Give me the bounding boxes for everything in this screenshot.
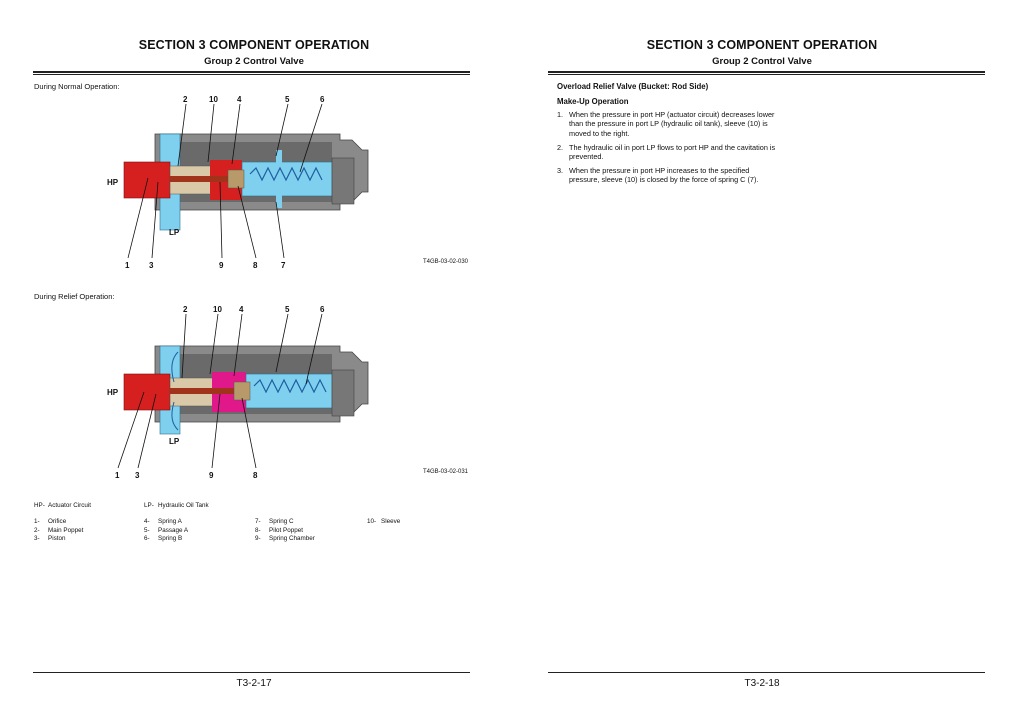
callout-7: 7 [281,261,286,270]
legend-item: 4- Spring A [144,518,182,525]
group-title: Group 2 Control Valve [712,56,812,67]
header-rule-thin [33,74,470,75]
end-cap [332,370,354,416]
hp-port [124,162,170,198]
group-title: Group 2 Control Valve [204,56,304,67]
hp-port [124,374,170,410]
callout-4: 4 [237,95,242,104]
legend-hp: HP- Actuator Circuit [34,502,92,509]
callout-3: 3 [135,471,140,480]
pilot-poppet [234,382,250,400]
legend-item: 3- Piston [34,535,66,543]
valve-diagram-relief [100,302,400,482]
figure2-id: T4GB-03-02-031 [423,469,469,475]
legend-item: 2- Main Poppet [34,526,84,534]
callout-10: 10 [209,95,218,104]
step-item: 1. When the pressure in port HP (actuator circuit) decreases lower than the pressure in port LP (hydraulic oil tank), sleeve (10) is moved to the right. [557,110,775,138]
section-subheading: Make-Up Operation [557,97,629,106]
figure1-caption: During Normal Operation: [34,82,120,91]
callout-10: 10 [213,305,222,314]
pilot-poppet [228,170,244,188]
page-number: T3-2-17 [236,678,272,689]
header-rule [548,71,985,73]
step-item: 2. The hydraulic oil in port LP flows to port HP and the cavitation is prevented. [557,142,776,162]
port-hp-label: HP [107,388,119,397]
callout-3: 3 [149,261,154,270]
callout-6: 6 [320,305,325,314]
section-heading: Overload Relief Valve (Bucket: Rod Side) [557,82,709,91]
section-title: SECTION 3 COMPONENT OPERATION [646,38,878,52]
callout-9: 9 [209,471,214,480]
legend-item: 1- Orifice [34,518,67,525]
legend-lp: LP- Hydraulic Oil Tank [144,502,209,509]
legend-item: 9- Spring Chamber [255,535,315,543]
port-lp-label: LP [169,437,180,446]
callout-5: 5 [285,305,290,314]
header-rule-thin [548,74,985,75]
legend-item: 10- Sleeve [367,518,401,525]
figure2-caption: During Relief Operation: [34,292,115,301]
callout-1: 1 [125,261,130,270]
callout-5: 5 [285,95,290,104]
port-lp-label: LP [169,228,180,237]
header-rule [33,71,470,73]
callout-2: 2 [183,95,188,104]
figure1-id: T4GB-03-02-030 [423,259,469,265]
steps-list [557,110,777,189]
page-number: T3-2-18 [744,678,780,689]
legend-item: 7- Spring C [255,518,294,525]
end-cap [332,158,354,204]
callout-4: 4 [239,305,244,314]
legend-item: 6- Spring B [144,535,183,543]
callout-9: 9 [219,261,224,270]
callout-2: 2 [183,305,188,314]
callout-8: 8 [253,471,258,480]
valve-diagram-normal [100,92,400,272]
footer-rule [33,672,470,673]
legend-item: 5- Passage A [144,526,189,534]
callout-1: 1 [115,471,120,480]
legend-item: 8- Pilot Poppet [255,526,303,534]
step-item: 3. When the pressure in port HP increases to the specified pressure, sleeve (10) is closed by the force of spring C (7). [557,165,759,185]
callout-6: 6 [320,95,325,104]
callout-8: 8 [253,261,258,270]
legend [34,502,474,552]
right-page [508,0,1016,723]
section-title: SECTION 3 COMPONENT OPERATION [138,38,370,52]
port-hp-label: HP [107,178,119,187]
footer-rule [548,672,985,673]
